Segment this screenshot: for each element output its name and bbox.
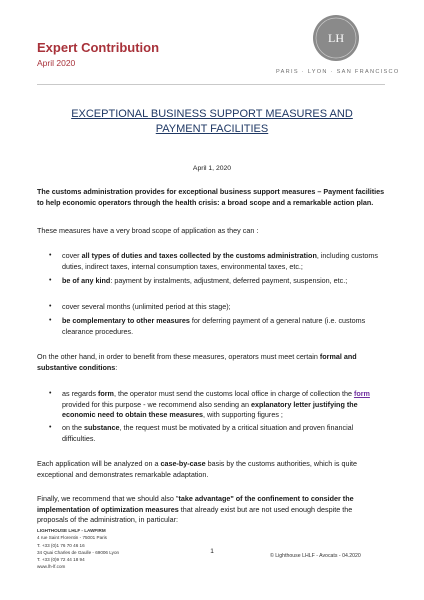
logo-text: LH xyxy=(328,31,344,45)
footer-address-paris: 4 rue Saint Florentin - 75001 Paris xyxy=(37,535,107,541)
list-item: • be of any kind: payment by instalments, adjustment, deferred payment, suspension, etc.; xyxy=(49,276,348,285)
list-item: • be complementary to other measures for deferring payment of a general nature (i.e. customs clearance procedures. xyxy=(49,316,366,336)
document-date: April 1, 2020 xyxy=(192,165,232,172)
list-item: • cover all types of duties and taxes collected by the customs administration, including customs duties, indirect taxes, internal consumption taxes, environmental taxes, etc.; xyxy=(49,251,378,271)
document-title: EXCEPTIONAL BUSINESS SUPPORT MEASURES AND PAYMENT FACILITIES xyxy=(71,108,353,135)
bullet-icon: • xyxy=(49,317,52,324)
footer-phone-lyon: T. +33 (0)9 72 44 18 94 xyxy=(37,557,85,563)
header-title: Expert Contribution xyxy=(37,40,160,55)
office-cities: PARIS · LYON · SAN FRANCISCO xyxy=(276,69,400,75)
bullet-icon: • xyxy=(49,252,52,259)
bullet-icon: • xyxy=(49,277,52,284)
bullet-icon: • xyxy=(49,424,52,431)
footer-copyright: © Lighthouse LHLF - Avocats - 04.2020 xyxy=(270,553,361,559)
list-item: • on the substance, the request must be motivated by a critical situation and proven financial difficulties. xyxy=(49,423,354,443)
footer-firm-name: LIGHTHOUSE LHLF - LAWFIRM xyxy=(37,528,106,533)
analysis-paragraph: Each application will be analyzed on a case-by-case basis by the customs authorities, which is quite exceptional and demonstrates remarkable adaptation. xyxy=(37,459,358,479)
footer-address-lyon: 34 Quai Charles de Gaulle - 69006 Lyon xyxy=(37,549,120,555)
conditions-paragraph: On the other hand, in order to benefit from these measures, operators must meet certain formal and substantive conditions: xyxy=(37,352,357,372)
list-item: • as regards form, the operator must send the customs local office in charge of collection the form provided for this purpose - we recommend also sending an explanatory letter justifying the economic need to obtain these measures, with supporting figures ; xyxy=(49,389,370,420)
footer-website: www.lh-lf.com xyxy=(37,564,66,570)
bullet-icon: • xyxy=(49,303,52,310)
footer-phone-paris: T. +33 (0)1 76 70 46 16 xyxy=(37,542,85,548)
scope-paragraph: These measures have a very broad scope of application as they can : xyxy=(37,226,259,235)
header-divider xyxy=(37,84,385,85)
intro-paragraph: The customs administration provides for exceptional business support measures – Payment facilities to help economic operators through the health crisis: a broad scope and a remarkable action plan. xyxy=(37,187,385,207)
header-date: April 2020 xyxy=(37,58,76,68)
bullet-icon: • xyxy=(49,390,52,397)
firm-logo-icon xyxy=(312,14,360,62)
page-number: 1 xyxy=(210,548,214,555)
list-item: • cover several months (unlimited period at this stage); xyxy=(49,302,231,311)
recommendation-paragraph: Finally, we recommend that we should also "take advantage" of the confinement to consider the implementation of optimization measures that already exist but are not used enough despite the proposals of the administration, in particular: xyxy=(37,494,354,525)
form-link[interactable]: form xyxy=(353,389,370,398)
